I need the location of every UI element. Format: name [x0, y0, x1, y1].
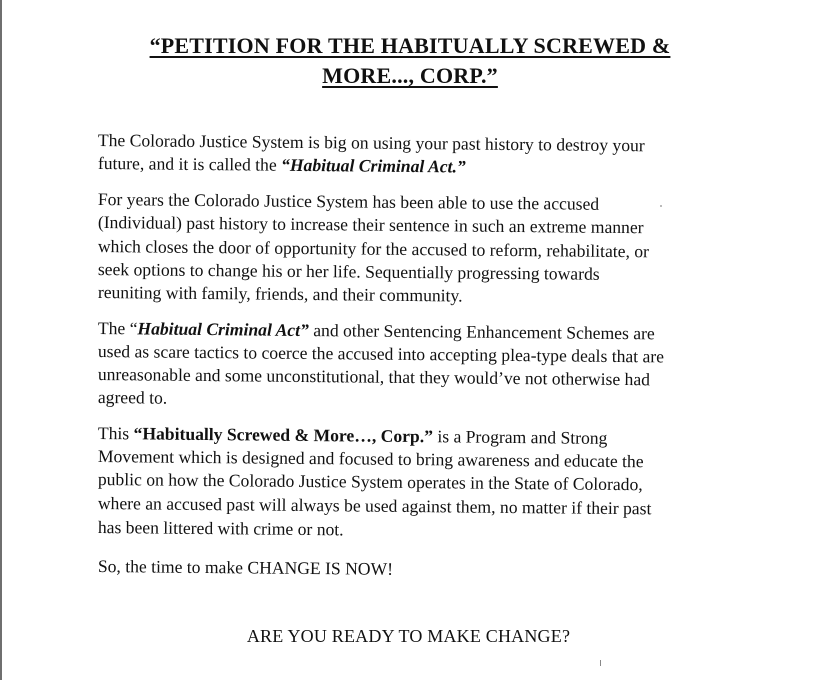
paragraph-3-line-3: unreasonable and some unconstitutional, that they would’ve not otherwise had — [97, 363, 651, 390]
paragraph-1-line-1: The Colorado Justice System is big on using your past history to destroy your — [97, 129, 645, 156]
paragraph-2-line-1: For years the Colorado Justice System has been able to use the accused — [97, 188, 600, 214]
document-title-line-2: MORE..., CORP.” — [322, 63, 498, 88]
paragraph-3-line-4: agreed to. — [97, 386, 168, 408]
paragraph-4-line-3: public on how the Colorado Justice System operates in the State of Colorado, — [97, 468, 643, 495]
paragraph-4-line-4: where an accused past will always be used against them, no matter if their past — [97, 492, 652, 519]
habitual-criminal-act-emphasis-2: Habitual Criminal Act” — [137, 318, 309, 341]
paragraph-3-line-2: used as scare tactics to coerce the accused into accepting plea-type deals that are — [97, 340, 665, 367]
paragraph-4-line-1-pre: This — [97, 422, 134, 444]
paragraph-2-line-5: reuniting with family, friends, and their community. — [97, 281, 463, 306]
closing-question: ARE YOU READY TO MAKE CHANGE? — [246, 626, 571, 646]
paragraph-3-line-1-pre: The “ — [97, 317, 138, 339]
program-name-emphasis: “Habitually Screwed & More…, Corp.” — [133, 423, 434, 447]
paragraph-4-line-5: has been littered with crime or not. — [97, 516, 344, 540]
paragraph-5-line-1: So, the time to make CHANGE IS NOW! — [97, 555, 394, 579]
habitual-criminal-act-emphasis: “Habitual Criminal Act.” — [281, 154, 466, 177]
paragraph-2-line-3: which closes the door of opportunity for the accused to reform, rehabilitate, or — [97, 235, 650, 262]
paragraph-4-line-1-post: is a Program and Strong — [432, 426, 608, 448]
scan-speck — [660, 205, 662, 207]
paragraph-2-line-4: seek options to change his or her life. Sequentially progressing towards — [97, 258, 600, 284]
paragraph-2-line-2: (Individual) past history to increase their sentence in such an extreme manner — [97, 211, 644, 238]
paragraph-3-line-1-post: and other Sentencing Enhancement Schemes are — [308, 320, 655, 344]
paragraph-1-line-2-text: future, and it is called the — [97, 152, 282, 175]
paragraph-4-line-2: Movement which is designed and focused to bring awareness and educate the — [97, 445, 644, 472]
paragraph-1-line-2 — [98, 152, 723, 180]
scan-speck — [600, 660, 601, 666]
document-title-line-1: “PETITION FOR THE HABITUALLY SCREWED & — [149, 33, 671, 58]
